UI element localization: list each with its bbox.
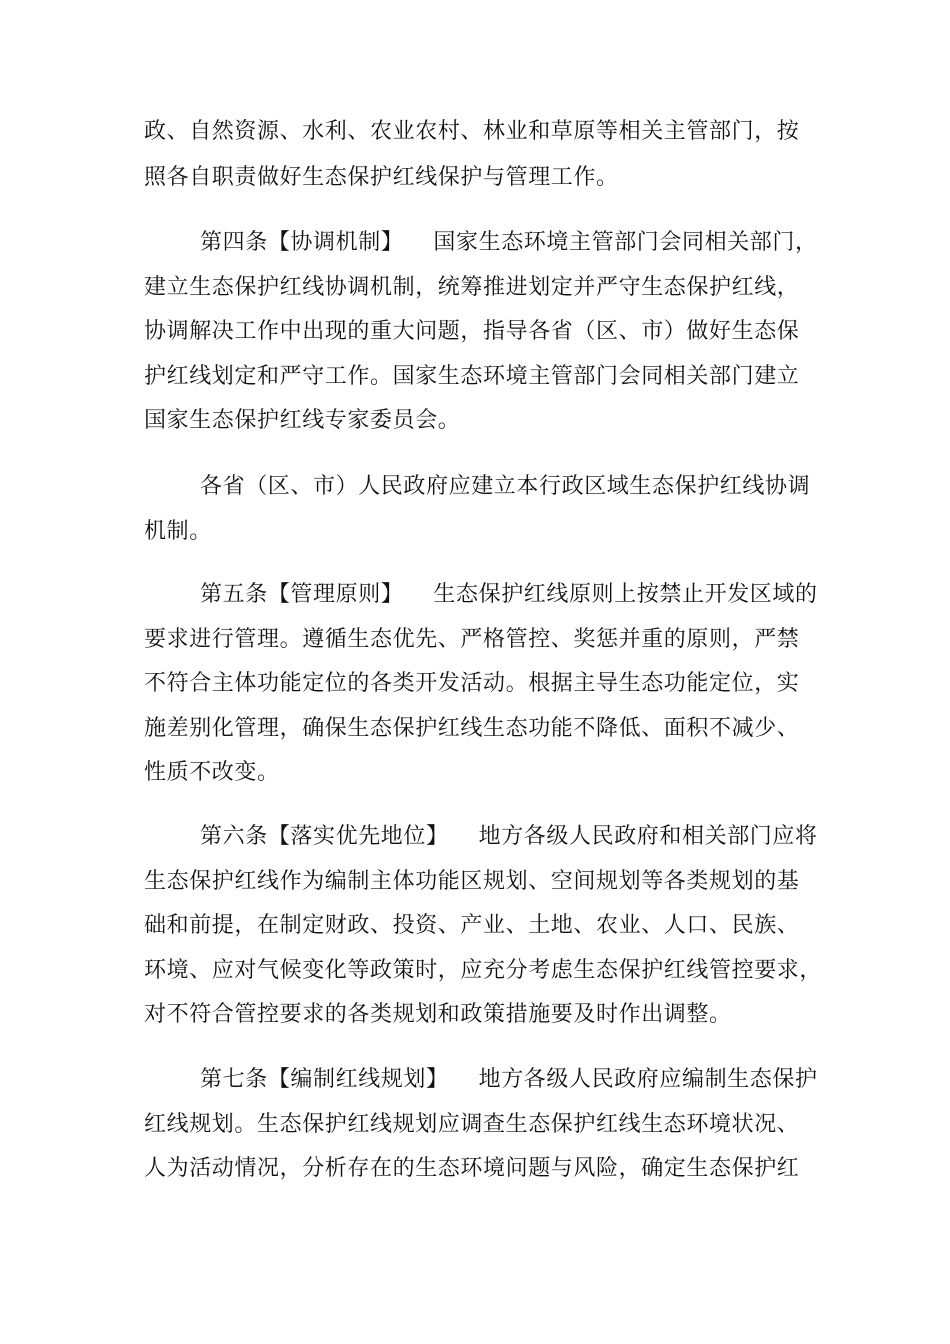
text-line: 对不符合管控要求的各类规划和政策措施要及时作出调整。 <box>144 1002 732 1027</box>
text-line: 各省（区、市）人民政府应建立本行政区域生态保护红线协调 <box>200 474 811 499</box>
text-line: 建立生态保护红线协调机制，统筹推进划定并严守生态保护红线， <box>144 275 800 300</box>
text-line: 红线规划。生态保护红线规划应调查生态保护红线生态环境状况、 <box>144 1112 800 1137</box>
text-line: 地方各级人民政府应编制生态保护 <box>478 1067 818 1092</box>
text-line: 机制。 <box>144 519 212 544</box>
text-line: 政、自然资源、水利、农业农村、林业和草原等相关主管部门，按 <box>144 119 800 144</box>
text-line: 性质不改变。 <box>144 760 280 785</box>
text-line: 护红线划定和严守工作。国家生态环境主管部门会同相关部门建立 <box>144 364 800 389</box>
text-line: 国家生态环境主管部门会同相关部门， <box>433 230 818 255</box>
text-line: 生态保护红线作为编制主体功能区规划、空间规划等各类规划的基 <box>144 869 800 894</box>
text-line: 施差别化管理，确保生态保护红线生态功能不降低、面积不减少、 <box>144 716 800 741</box>
text-line: 地方各级人民政府和相关部门应将 <box>478 824 818 849</box>
text-line: 国家生态保护红线专家委员会。 <box>144 408 461 433</box>
text-line: 生态保护红线原则上按禁止开发区域的 <box>433 582 818 607</box>
text-line: 人为活动情况，分析存在的生态环境问题与风险，确定生态保护红 <box>144 1156 800 1181</box>
article-5-first-line <box>200 580 818 610</box>
article-heading: 第六条【落实优先地位】 <box>200 824 449 849</box>
text-line: 要求进行管理。遵循生态优先、严格管控、奖惩并重的原则，严禁 <box>144 627 800 652</box>
article-4-first-line <box>200 228 818 258</box>
text-line: 础和前提，在制定财政、投资、产业、土地、农业、人口、民族、 <box>144 913 800 938</box>
text-line: 协调解决工作中出现的重大问题，指导各省（区、市）做好生态保 <box>144 319 800 344</box>
article-heading: 第七条【编制红线规划】 <box>200 1067 449 1092</box>
text-line: 环境、应对气候变化等政策时，应充分考虑生态保护红线管控要求， <box>144 958 823 983</box>
article-6-first-line <box>200 822 818 852</box>
text-line: 不符合主体功能定位的各类开发活动。根据主导生态功能定位，实 <box>144 671 800 696</box>
article-heading: 第四条【协调机制】 <box>200 230 404 255</box>
text-line: 照各自职责做好生态保护红线保护与管理工作。 <box>144 165 619 190</box>
article-heading: 第五条【管理原则】 <box>200 582 404 607</box>
article-7-first-line <box>200 1065 818 1095</box>
